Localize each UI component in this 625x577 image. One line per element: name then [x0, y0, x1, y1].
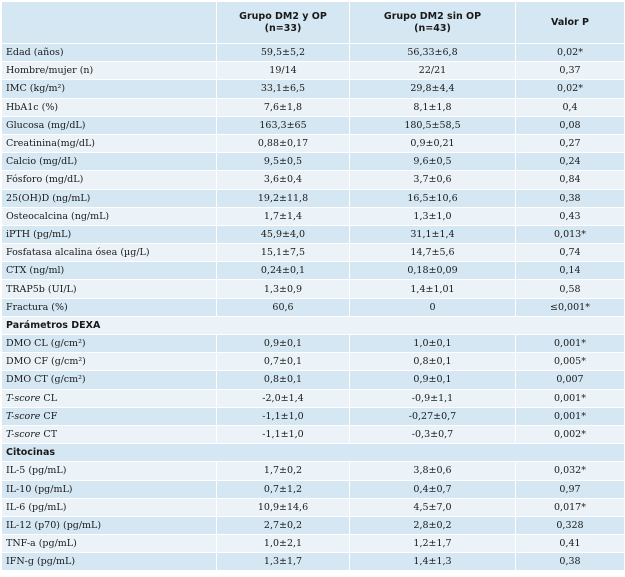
row-label-rest: CT: [40, 429, 58, 441]
value-group-no-op: 0,8±0,1: [350, 353, 516, 371]
p-value: 0,328: [516, 516, 625, 534]
p-value: 0,013*: [516, 225, 625, 243]
value-group-op: -1,1±1,0: [217, 407, 350, 425]
value-group-no-op: 3,8±0,6: [350, 462, 516, 480]
value-group-op: 2,7±0,2: [217, 516, 350, 534]
p-value: 0,41: [516, 535, 625, 553]
section-dexa: [2, 316, 625, 334]
table-row: [2, 262, 625, 280]
p-value: 0,24: [516, 153, 625, 171]
value-group-op: 3,6±0,4: [217, 171, 350, 189]
value-group-op: 0,9±0,1: [217, 335, 350, 353]
p-value: 0,007: [516, 371, 625, 389]
row-label: Edad (años): [2, 44, 217, 62]
value-group-no-op: 0,4±0,7: [350, 480, 516, 498]
row-label-italic: T-score: [6, 392, 41, 404]
value-group-op: 163,3±65: [217, 116, 350, 134]
table-row: [2, 280, 625, 298]
table-row: [2, 225, 625, 243]
header-group-op: [217, 2, 350, 44]
value-group-no-op: 180,5±58,5: [350, 116, 516, 134]
value-group-op: 1,3±0,9: [217, 280, 350, 298]
p-value: 0,84: [516, 171, 625, 189]
p-value: 0,08: [516, 116, 625, 134]
p-value: 0,032*: [516, 462, 625, 480]
row-label: Fosfatasa alcalina ósea (µg/L): [2, 244, 217, 262]
value-group-op: 0,7±0,1: [217, 353, 350, 371]
value-group-no-op: -0,27±0,7: [350, 407, 516, 425]
header-group-op-n: (n=33): [264, 22, 302, 34]
p-value: 0,38: [516, 189, 625, 207]
row-label: [2, 425, 217, 443]
row-label: IFN-g (pg/mL): [2, 553, 217, 571]
table-row: [2, 298, 625, 316]
value-group-no-op: 1,2±1,7: [350, 535, 516, 553]
row-label-italic: T-score: [6, 410, 41, 422]
value-group-no-op: 14,7±5,6: [350, 244, 516, 262]
header-group-no-op-n: (n=43): [414, 22, 451, 34]
row-label: Glucosa (mg/dL): [2, 116, 217, 134]
value-group-no-op: 2,8±0,2: [350, 516, 516, 534]
value-group-op: 1,3±1,7: [217, 553, 350, 571]
p-value: 0,001*: [516, 335, 625, 353]
table-row: [2, 553, 625, 571]
value-group-op: 0,7±1,2: [217, 480, 350, 498]
value-group-no-op: 1,0±0,1: [350, 335, 516, 353]
value-group-op: 10,9±14,6: [217, 498, 350, 516]
row-label: Fractura (%): [2, 298, 217, 316]
table-row: [2, 171, 625, 189]
row-label: HbA1c (%): [2, 98, 217, 116]
row-label: DMO CL (g/cm²): [2, 335, 217, 353]
table-row: [2, 116, 625, 134]
row-label: TRAP5b (UI/L): [2, 280, 217, 298]
value-group-no-op: 16,5±10,6: [350, 189, 516, 207]
p-value: 0,001*: [516, 407, 625, 425]
value-group-op: 45,9±4,0: [217, 225, 350, 243]
table-row: [2, 407, 625, 425]
table-row: [2, 44, 625, 62]
p-value: 0,02*: [516, 80, 625, 98]
table-row: [2, 335, 625, 353]
row-label: CTX (ng/ml): [2, 262, 217, 280]
header-blank: [2, 2, 217, 44]
value-group-op: 0,24±0,1: [217, 262, 350, 280]
section-citocinas-title: Citocinas: [2, 444, 625, 462]
section-dexa-title: Parámetros DEXA: [2, 316, 625, 334]
p-value: 0,38: [516, 553, 625, 571]
p-value: 0,58: [516, 280, 625, 298]
row-label: IL-5 (pg/mL): [2, 462, 217, 480]
table-row: [2, 353, 625, 371]
value-group-no-op: 0,9±0,1: [350, 371, 516, 389]
table-row: [2, 134, 625, 152]
table-row: [2, 98, 625, 116]
row-label: Osteocalcina (ng/mL): [2, 207, 217, 225]
p-value: 0,4: [516, 98, 625, 116]
table-row: [2, 80, 625, 98]
value-group-op: 7,6±1,8: [217, 98, 350, 116]
p-value: 0,005*: [516, 353, 625, 371]
p-value: 0,43: [516, 207, 625, 225]
value-group-no-op: 0,18±0,09: [350, 262, 516, 280]
value-group-no-op: 22/21: [350, 62, 516, 80]
value-group-no-op: 56,33±6,8: [350, 44, 516, 62]
table-row: [2, 153, 625, 171]
table-row: [2, 535, 625, 553]
value-group-op: 1,7±0,2: [217, 462, 350, 480]
value-group-op: 60,6: [217, 298, 350, 316]
value-group-no-op: 1,4±1,3: [350, 553, 516, 571]
value-group-op: 0,88±0,17: [217, 134, 350, 152]
value-group-op: -2,0±1,4: [217, 389, 350, 407]
p-value: 0,017*: [516, 498, 625, 516]
value-group-no-op: 31,1±1,4: [350, 225, 516, 243]
table-row: [2, 498, 625, 516]
row-label: TNF-a (pg/mL): [2, 535, 217, 553]
value-group-no-op: 29,8±4,4: [350, 80, 516, 98]
header-group-op-name: Grupo DM2 y OP: [239, 10, 327, 22]
row-label: Hombre/mujer (n): [2, 62, 217, 80]
value-group-op: 19,2±11,8: [217, 189, 350, 207]
p-value: 0,27: [516, 134, 625, 152]
p-value: 0,97: [516, 480, 625, 498]
row-label: [2, 407, 217, 425]
p-value: 0,74: [516, 244, 625, 262]
row-label: 25(OH)D (ng/mL): [2, 189, 217, 207]
value-group-no-op: 0,9±0,21: [350, 134, 516, 152]
row-label: Creatinina(mg/dL): [2, 134, 217, 152]
header-group-no-op: [350, 2, 516, 44]
p-value: ≤0,001*: [516, 298, 625, 316]
value-group-op: 1,0±2,1: [217, 535, 350, 553]
table-row: [2, 425, 625, 443]
p-value: 0,37: [516, 62, 625, 80]
row-label: [2, 389, 217, 407]
value-group-no-op: 4,5±7,0: [350, 498, 516, 516]
value-group-op: 15,1±7,5: [217, 244, 350, 262]
value-group-op: 1,7±1,4: [217, 207, 350, 225]
value-group-no-op: 9,6±0,5: [350, 153, 516, 171]
value-group-no-op: 0: [350, 298, 516, 316]
p-value: 0,14: [516, 262, 625, 280]
table-row: [2, 62, 625, 80]
value-group-op: -1,1±1,0: [217, 425, 350, 443]
row-label: Fósforo (mg/dL): [2, 171, 217, 189]
row-label: IL-12 (p70) (pg/mL): [2, 516, 217, 534]
row-label: IL-10 (pg/mL): [2, 480, 217, 498]
value-group-op: 9,5±0,5: [217, 153, 350, 171]
value-group-op: 19/14: [217, 62, 350, 80]
p-value: 0,002*: [516, 425, 625, 443]
table-row: [2, 480, 625, 498]
row-label-rest: CF: [40, 410, 58, 422]
row-label: Calcio (mg/dL): [2, 153, 217, 171]
header-p-value: Valor P: [516, 2, 625, 44]
value-group-no-op: -0,9±1,1: [350, 389, 516, 407]
value-group-op: 59,5±5,2: [217, 44, 350, 62]
value-group-op: 0,8±0,1: [217, 371, 350, 389]
row-label: IL-6 (pg/mL): [2, 498, 217, 516]
table-row: [2, 389, 625, 407]
row-label-italic: T-score: [6, 429, 41, 441]
table-row: [2, 189, 625, 207]
p-value: 0,001*: [516, 389, 625, 407]
value-group-no-op: -0,3±0,7: [350, 425, 516, 443]
section-citocinas: [2, 444, 625, 462]
value-group-no-op: 1,4±1,01: [350, 280, 516, 298]
value-group-no-op: 8,1±1,8: [350, 98, 516, 116]
table-row: [2, 462, 625, 480]
row-label: DMO CT (g/cm²): [2, 371, 217, 389]
value-group-op: 33,1±6,5: [217, 80, 350, 98]
table-row: [2, 371, 625, 389]
row-label: DMO CF (g/cm²): [2, 353, 217, 371]
row-label: IMC (kg/m²): [2, 80, 217, 98]
value-group-no-op: 1,3±1,0: [350, 207, 516, 225]
table-body: [2, 44, 625, 571]
value-group-no-op: 3,7±0,6: [350, 171, 516, 189]
table-row: [2, 207, 625, 225]
row-label-rest: CL: [40, 392, 58, 404]
results-table: [1, 1, 625, 571]
table-row: [2, 516, 625, 534]
row-label: iPTH (pg/mL): [2, 225, 217, 243]
table-row: [2, 244, 625, 262]
header-group-no-op-name: Grupo DM2 sin OP: [383, 10, 482, 22]
header-row: [2, 2, 625, 44]
p-value: 0,02*: [516, 44, 625, 62]
